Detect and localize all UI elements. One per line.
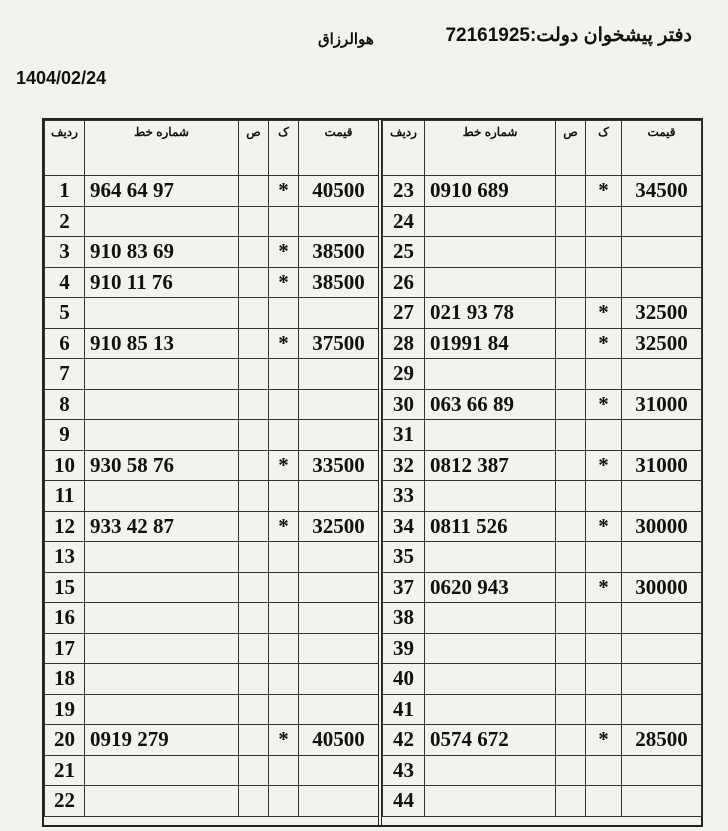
sad-cell <box>239 420 269 451</box>
price-cell: 30000 <box>622 511 702 542</box>
row-number-header: ردیف <box>45 121 85 176</box>
sad-cell <box>239 694 269 725</box>
table-header-row <box>383 121 702 176</box>
line-number-cell <box>85 633 239 664</box>
kaf-cell: * <box>269 450 299 481</box>
table-row <box>383 420 702 451</box>
table-row <box>383 481 702 512</box>
row-number-cell: 20 <box>45 725 85 756</box>
sad-cell <box>556 664 586 695</box>
sad-cell <box>239 176 269 207</box>
kaf-cell: * <box>586 450 622 481</box>
row-number-cell: 23 <box>383 176 425 207</box>
price-sheet <box>42 118 703 827</box>
kaf-cell <box>269 572 299 603</box>
table-row <box>45 755 379 786</box>
sad-cell <box>239 389 269 420</box>
line-number-cell <box>425 420 556 451</box>
kaf-cell <box>586 664 622 695</box>
kaf-cell: * <box>586 511 622 542</box>
line-number-cell: 0620 943 <box>425 572 556 603</box>
table-row <box>383 572 702 603</box>
row-number-cell: 22 <box>45 786 85 817</box>
kaf-header: ک <box>586 121 622 176</box>
price-cell <box>622 359 702 390</box>
sad-cell <box>556 633 586 664</box>
line-number-cell <box>425 481 556 512</box>
line-number-cell <box>85 786 239 817</box>
table-row <box>45 176 379 207</box>
sad-cell <box>239 542 269 573</box>
price-cell: 32500 <box>299 511 379 542</box>
line-number-cell <box>85 603 239 634</box>
price-cell <box>299 298 379 329</box>
kaf-cell: * <box>269 267 299 298</box>
table-row <box>45 420 379 451</box>
sad-cell <box>239 359 269 390</box>
sad-cell <box>556 572 586 603</box>
sad-cell <box>239 328 269 359</box>
kaf-cell: * <box>586 328 622 359</box>
kaf-cell: * <box>269 237 299 268</box>
line-number-cell: 021 93 78 <box>425 298 556 329</box>
row-number-cell: 8 <box>45 389 85 420</box>
row-number-cell: 44 <box>383 786 425 817</box>
price-cell: 33500 <box>299 450 379 481</box>
price-cell: 40500 <box>299 725 379 756</box>
sad-cell <box>556 206 586 237</box>
row-number-cell: 34 <box>383 511 425 542</box>
kaf-cell: * <box>269 511 299 542</box>
line-number-cell: 0574 672 <box>425 725 556 756</box>
kaf-cell <box>269 633 299 664</box>
table-row <box>383 328 702 359</box>
sad-cell <box>556 481 586 512</box>
row-number-cell: 25 <box>383 237 425 268</box>
line-number-cell <box>85 420 239 451</box>
row-number-cell: 6 <box>45 328 85 359</box>
sad-cell <box>239 267 269 298</box>
line-number-cell <box>85 542 239 573</box>
sad-cell <box>556 328 586 359</box>
sad-cell <box>239 633 269 664</box>
date-label: 1404/02/24 <box>16 68 107 88</box>
row-number-cell: 3 <box>45 237 85 268</box>
price-cell <box>299 572 379 603</box>
kaf-cell: * <box>586 176 622 207</box>
kaf-cell: * <box>269 725 299 756</box>
kaf-cell <box>269 420 299 451</box>
row-number-cell: 40 <box>383 664 425 695</box>
table-row <box>45 694 379 725</box>
price-cell: 31000 <box>622 450 702 481</box>
line-number-cell <box>425 633 556 664</box>
line-number-cell <box>85 389 239 420</box>
line-number-cell: 910 83 69 <box>85 237 239 268</box>
table-row <box>383 298 702 329</box>
line-number-cell <box>425 755 556 786</box>
price-cell: 32500 <box>622 328 702 359</box>
line-number-cell <box>85 694 239 725</box>
line-number-cell <box>425 664 556 695</box>
price-cell <box>622 237 702 268</box>
row-number-cell: 33 <box>383 481 425 512</box>
kaf-cell <box>586 694 622 725</box>
table-row <box>45 389 379 420</box>
line-number-cell: 930 58 76 <box>85 450 239 481</box>
sad-cell <box>556 420 586 451</box>
sad-cell <box>556 176 586 207</box>
price-cell: 30000 <box>622 572 702 603</box>
row-number-cell: 39 <box>383 633 425 664</box>
table-row <box>383 694 702 725</box>
row-number-cell: 4 <box>45 267 85 298</box>
row-number-cell: 9 <box>45 420 85 451</box>
sad-cell <box>239 664 269 695</box>
line-number-cell <box>85 664 239 695</box>
table-row <box>383 786 702 817</box>
sad-cell <box>556 755 586 786</box>
kaf-cell <box>586 603 622 634</box>
kaf-cell <box>586 786 622 817</box>
sad-cell <box>239 237 269 268</box>
price-cell <box>299 481 379 512</box>
row-number-cell: 15 <box>45 572 85 603</box>
kaf-cell <box>269 298 299 329</box>
line-number-cell <box>85 481 239 512</box>
greeting-heading: هوالرزاق <box>318 31 374 48</box>
table-row <box>45 725 379 756</box>
row-number-cell: 29 <box>383 359 425 390</box>
sad-cell <box>239 206 269 237</box>
row-number-cell: 1 <box>45 176 85 207</box>
line-number-cell <box>425 603 556 634</box>
sad-cell <box>239 450 269 481</box>
kaf-cell <box>269 389 299 420</box>
row-number-cell: 5 <box>45 298 85 329</box>
line-number-cell <box>85 755 239 786</box>
row-number-cell: 41 <box>383 694 425 725</box>
price-cell <box>299 694 379 725</box>
table-row <box>383 633 702 664</box>
kaf-cell <box>586 237 622 268</box>
sad-cell <box>556 542 586 573</box>
line-number-cell <box>425 237 556 268</box>
price-cell <box>299 420 379 451</box>
line-number-cell: 910 85 13 <box>85 328 239 359</box>
kaf-cell <box>586 359 622 390</box>
line-number-cell <box>85 359 239 390</box>
sad-cell <box>556 786 586 817</box>
row-number-cell: 37 <box>383 572 425 603</box>
sad-cell <box>556 725 586 756</box>
kaf-cell <box>269 603 299 634</box>
row-number-cell: 28 <box>383 328 425 359</box>
price-cell <box>622 267 702 298</box>
kaf-cell <box>269 206 299 237</box>
sad-cell <box>556 389 586 420</box>
line-number-cell: 933 42 87 <box>85 511 239 542</box>
row-number-header: ردیف <box>383 121 425 176</box>
table-row <box>45 603 379 634</box>
table-row <box>383 542 702 573</box>
price-cell <box>299 786 379 817</box>
row-number-cell: 31 <box>383 420 425 451</box>
line-number-cell <box>85 298 239 329</box>
row-number-cell: 16 <box>45 603 85 634</box>
table-row <box>383 389 702 420</box>
kaf-cell: * <box>586 298 622 329</box>
sad-cell <box>239 725 269 756</box>
kaf-cell <box>586 755 622 786</box>
price-cell <box>299 389 379 420</box>
table-row <box>383 664 702 695</box>
price-cell: 37500 <box>299 328 379 359</box>
price-cell: 40500 <box>299 176 379 207</box>
price-cell: 28500 <box>622 725 702 756</box>
sad-header: ص <box>556 121 586 176</box>
kaf-cell <box>586 481 622 512</box>
office-title: دفتر پیشخوان دولت:72161925 <box>445 25 692 46</box>
table-row <box>45 786 379 817</box>
row-number-cell: 43 <box>383 755 425 786</box>
price-cell <box>299 633 379 664</box>
row-number-cell: 21 <box>45 755 85 786</box>
price-cell <box>299 603 379 634</box>
row-number-cell: 7 <box>45 359 85 390</box>
sad-cell <box>239 481 269 512</box>
kaf-cell <box>586 420 622 451</box>
price-cell <box>622 420 702 451</box>
table-row <box>383 725 702 756</box>
table-row <box>45 298 379 329</box>
price-cell <box>622 206 702 237</box>
table-row <box>45 328 379 359</box>
row-number-cell: 24 <box>383 206 425 237</box>
line-number-cell <box>425 206 556 237</box>
line-number-header: شماره خط <box>425 121 556 176</box>
table-row <box>383 603 702 634</box>
line-number-cell: 0811 526 <box>425 511 556 542</box>
table-row <box>45 664 379 695</box>
price-cell <box>299 359 379 390</box>
kaf-cell <box>269 786 299 817</box>
sad-cell <box>239 298 269 329</box>
line-number-cell <box>425 542 556 573</box>
line-number-cell <box>425 786 556 817</box>
line-number-cell: 0919 279 <box>85 725 239 756</box>
row-number-cell: 19 <box>45 694 85 725</box>
sad-cell <box>239 603 269 634</box>
price-cell: 38500 <box>299 237 379 268</box>
kaf-cell: * <box>586 725 622 756</box>
row-number-cell: 10 <box>45 450 85 481</box>
sad-cell <box>239 572 269 603</box>
price-cell <box>622 694 702 725</box>
sad-cell <box>556 603 586 634</box>
price-cell <box>622 633 702 664</box>
kaf-cell: * <box>269 328 299 359</box>
row-number-cell: 26 <box>383 267 425 298</box>
sad-cell <box>556 298 586 329</box>
right-price-table <box>382 120 702 817</box>
table-header-row <box>45 121 379 176</box>
line-number-cell: 0812 387 <box>425 450 556 481</box>
row-number-cell: 18 <box>45 664 85 695</box>
sad-cell <box>556 237 586 268</box>
price-cell <box>299 542 379 573</box>
sad-cell <box>556 694 586 725</box>
price-cell <box>299 755 379 786</box>
table-row <box>383 359 702 390</box>
line-number-cell <box>85 206 239 237</box>
price-cell <box>299 206 379 237</box>
line-number-cell: 910 11 76 <box>85 267 239 298</box>
kaf-cell: * <box>586 572 622 603</box>
price-cell <box>622 481 702 512</box>
table-row <box>45 572 379 603</box>
line-number-cell <box>425 359 556 390</box>
table-row <box>383 206 702 237</box>
table-row <box>45 267 379 298</box>
table-row <box>45 237 379 268</box>
table-row <box>383 755 702 786</box>
price-header: قیمت <box>622 121 702 176</box>
table-row <box>383 511 702 542</box>
line-number-cell <box>425 267 556 298</box>
line-number-cell: 01991 84 <box>425 328 556 359</box>
price-cell <box>622 664 702 695</box>
table-row <box>45 481 379 512</box>
row-number-cell: 30 <box>383 389 425 420</box>
price-header: قیمت <box>299 121 379 176</box>
line-number-cell <box>425 694 556 725</box>
price-cell <box>622 542 702 573</box>
line-number-cell: 063 66 89 <box>425 389 556 420</box>
sad-cell <box>239 511 269 542</box>
price-cell <box>622 786 702 817</box>
kaf-header: ک <box>269 121 299 176</box>
price-cell <box>622 755 702 786</box>
line-number-cell: 0910 689 <box>425 176 556 207</box>
price-cell <box>299 664 379 695</box>
table-row <box>383 450 702 481</box>
line-number-cell <box>85 572 239 603</box>
row-number-cell: 42 <box>383 725 425 756</box>
sad-header: ص <box>239 121 269 176</box>
price-cell <box>622 603 702 634</box>
row-number-cell: 11 <box>45 481 85 512</box>
left-price-table <box>44 120 379 817</box>
kaf-cell <box>269 664 299 695</box>
price-cell: 32500 <box>622 298 702 329</box>
kaf-cell: * <box>269 176 299 207</box>
row-number-cell: 27 <box>383 298 425 329</box>
sad-cell <box>556 267 586 298</box>
table-row <box>45 450 379 481</box>
row-number-cell: 35 <box>383 542 425 573</box>
sad-cell <box>239 786 269 817</box>
row-number-cell: 38 <box>383 603 425 634</box>
kaf-cell <box>586 633 622 664</box>
row-number-cell: 12 <box>45 511 85 542</box>
table-row <box>383 176 702 207</box>
kaf-cell <box>269 359 299 390</box>
sad-cell <box>556 359 586 390</box>
kaf-cell <box>269 542 299 573</box>
kaf-cell: * <box>586 389 622 420</box>
kaf-cell <box>586 206 622 237</box>
table-row <box>45 633 379 664</box>
price-cell: 34500 <box>622 176 702 207</box>
line-number-cell: 964 64 97 <box>85 176 239 207</box>
table-row <box>45 359 379 390</box>
row-number-cell: 2 <box>45 206 85 237</box>
line-number-header: شماره خط <box>85 121 239 176</box>
row-number-cell: 17 <box>45 633 85 664</box>
kaf-cell <box>586 267 622 298</box>
kaf-cell <box>586 542 622 573</box>
sad-cell <box>556 450 586 481</box>
table-row <box>383 267 702 298</box>
table-row <box>45 511 379 542</box>
table-row <box>45 542 379 573</box>
kaf-cell <box>269 481 299 512</box>
table-row <box>383 237 702 268</box>
row-number-cell: 13 <box>45 542 85 573</box>
row-number-cell: 32 <box>383 450 425 481</box>
sad-cell <box>239 755 269 786</box>
price-cell: 31000 <box>622 389 702 420</box>
kaf-cell <box>269 755 299 786</box>
price-cell: 38500 <box>299 267 379 298</box>
table-row <box>45 206 379 237</box>
kaf-cell <box>269 694 299 725</box>
sad-cell <box>556 511 586 542</box>
